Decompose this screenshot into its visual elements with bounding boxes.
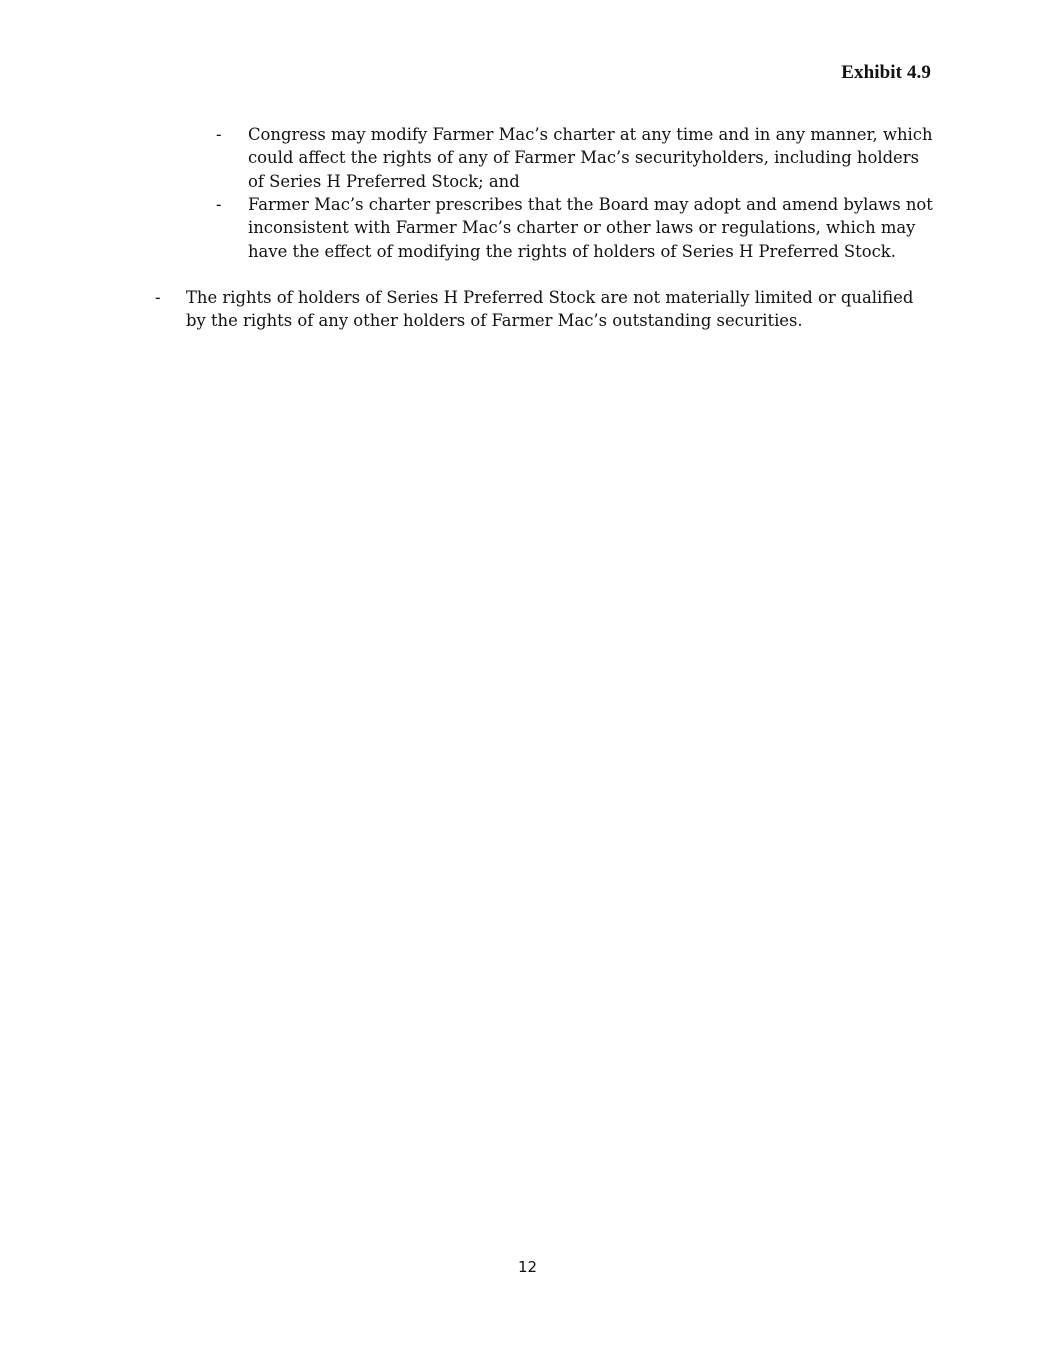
sub-bullet-text: Congress may modify Farmer Mac’s charter at any time and in any manner, which could affect the rights of any of Farmer Mac’s securityholders, including holders of Series H Preferred Stock; and [248,125,933,191]
exhibit-label: Exhibit 4.9 [841,62,931,83]
main-bullet-text: The rights of holders of Series H Preferred Stock are not materially limited or qualified by the rights of any other holders of Farmer Mac’s outstanding securities. [186,288,914,331]
main-bullet-item: - The rights of holders of Series H Preferred Stock are not materially limited or qualified by the rights of any other holders of Farmer Mac’s outstanding securities. [155,286,945,333]
sub-bullet-item: - Farmer Mac’s charter prescribes that the Board may adopt and amend bylaws not inconsistent with Farmer Mac’s charter or other laws or regulations, which may have the effect of modifying the rights of holders of Series H Preferred Stock. [216,193,936,263]
page-number: 12 [517,1258,538,1276]
sub-bullet-item: - Congress may modify Farmer Mac’s charter at any time and in any manner, which could affect the rights of any of Farmer Mac’s securityholders, including holders of Series H Preferred Stock; and [216,123,936,193]
sub-bullet-text: Farmer Mac’s charter prescribes that the Board may adopt and amend bylaws not inconsistent with Farmer Mac’s charter or other laws or regulations, which may have the effect of modifying the rights of holders of Series H Preferred Stock. [248,195,933,261]
